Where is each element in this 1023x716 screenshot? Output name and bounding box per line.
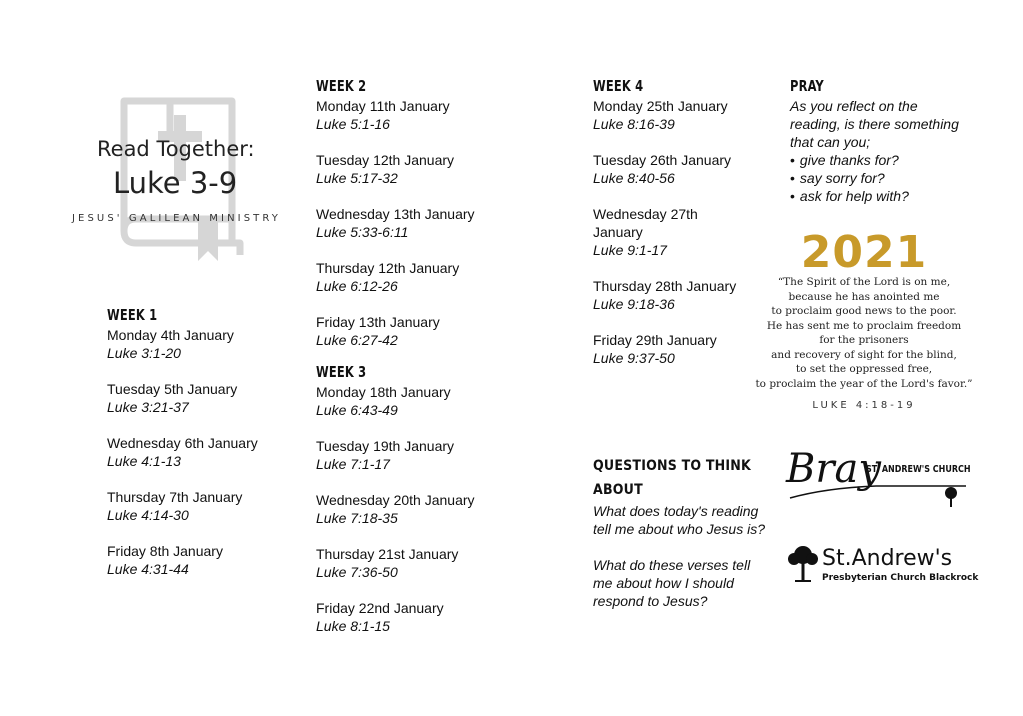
scripture-ref: Luke 8:16-39 bbox=[593, 116, 675, 132]
schedule-entry bbox=[316, 437, 506, 473]
schedule-entry bbox=[593, 151, 743, 187]
questions-heading: QUESTIONS TO THINK ABOUT bbox=[593, 458, 751, 498]
bray-script: Bray bbox=[786, 446, 881, 492]
verse-line: He has sent me to proclaim freedom bbox=[766, 319, 962, 332]
schedule-entry bbox=[316, 599, 506, 635]
day-label: Monday 11th January bbox=[316, 98, 450, 114]
schedule-entry bbox=[316, 259, 506, 295]
subtitle: JESUS' GALILEAN MINISTRY bbox=[72, 213, 281, 224]
scripture-ref: Luke 5:1-16 bbox=[316, 116, 390, 132]
week-2-section bbox=[316, 77, 506, 653]
day-label: Friday 29th January bbox=[593, 332, 717, 348]
tree-icon bbox=[942, 486, 960, 508]
verse-line: and recovery of sight for the blind, bbox=[771, 348, 957, 361]
scripture-ref: Luke 8:1-15 bbox=[316, 618, 390, 634]
pray-list bbox=[790, 151, 960, 205]
verse-line: to proclaim the year of the Lord's favor.” bbox=[755, 377, 973, 390]
schedule-entry bbox=[107, 434, 287, 470]
week-1-section bbox=[107, 306, 287, 596]
standrews-name: St.Andrew's bbox=[822, 546, 953, 571]
week-2-heading: WEEK 2 bbox=[316, 77, 367, 95]
day-label: Tuesday 19th January bbox=[316, 438, 455, 454]
scripture-ref: Luke 7:18-35 bbox=[316, 510, 398, 526]
schedule-entry bbox=[593, 277, 743, 313]
scripture-ref: Luke 7:1-17 bbox=[316, 456, 390, 472]
schedule-entry bbox=[316, 151, 506, 187]
verse-line: because he has anointed me bbox=[788, 290, 940, 303]
pray-intro: As you reflect on the reading, is there something that can you; bbox=[790, 98, 959, 150]
scripture-ref: Luke 6:43-49 bbox=[316, 402, 398, 418]
schedule-entry bbox=[316, 545, 506, 581]
schedule-entry bbox=[593, 205, 743, 259]
bray-logo bbox=[786, 446, 976, 510]
week-4-heading: WEEK 4 bbox=[593, 77, 644, 95]
schedule-entry bbox=[107, 380, 287, 416]
day-label: Wednesday 20th January bbox=[316, 492, 475, 508]
verse-line: to set the oppressed free, bbox=[795, 363, 933, 375]
week-4-section bbox=[593, 77, 743, 385]
scripture-ref: Luke 4:31-44 bbox=[107, 561, 189, 577]
scripture-ref: Luke 6:27-42 bbox=[316, 332, 398, 348]
day-label: Thursday 21st January bbox=[316, 546, 459, 562]
verse-line: for the prisoners bbox=[819, 334, 909, 346]
verse-reference: LUKE 4:18-19 bbox=[812, 400, 916, 411]
pray-item: • give thanks for? bbox=[790, 151, 960, 169]
day-label: Tuesday 12th January bbox=[316, 152, 455, 168]
day-label: Tuesday 26th January bbox=[593, 152, 732, 168]
scripture-ref: Luke 9:37-50 bbox=[593, 350, 675, 366]
question-2: What do these verses tell me about how I should respond to Jesus? bbox=[593, 557, 751, 609]
day-label: Monday 18th January bbox=[316, 384, 451, 400]
day-label: Monday 4th January bbox=[107, 327, 234, 343]
title-line-1: Read Together: bbox=[97, 137, 255, 161]
day-label: Tuesday 5th January bbox=[107, 381, 238, 397]
scripture-ref: Luke 4:1-13 bbox=[107, 453, 181, 469]
tree-icon bbox=[786, 544, 820, 584]
verse-line: to proclaim good news to the poor. bbox=[771, 305, 957, 317]
scripture-ref: Luke 7:36-50 bbox=[316, 564, 398, 580]
questions-section bbox=[593, 454, 768, 610]
scripture-ref: Luke 3:1-20 bbox=[107, 345, 181, 361]
verse-line: “The Spirit of the Lord is on me, bbox=[777, 276, 951, 288]
scripture-ref: Luke 5:33-6:11 bbox=[316, 224, 409, 240]
pray-section bbox=[790, 77, 960, 205]
day-label: Wednesday 13th January bbox=[316, 206, 475, 222]
day-label: Thursday 7th January bbox=[107, 489, 243, 505]
pray-heading: PRAY bbox=[790, 77, 824, 95]
day-label: Wednesday 6th January bbox=[107, 435, 258, 451]
day-label: Friday 22nd January bbox=[316, 600, 444, 616]
year-title: 2021 bbox=[800, 227, 928, 278]
standrews-logo bbox=[786, 544, 979, 588]
schedule-entry bbox=[316, 491, 506, 527]
scripture-ref: Luke 3:21-37 bbox=[107, 399, 189, 415]
schedule-entry bbox=[316, 205, 506, 241]
schedule-entry bbox=[107, 326, 287, 362]
scripture-ref: Luke 9:1-17 bbox=[593, 242, 667, 258]
day-label: Monday 25th January bbox=[593, 98, 728, 114]
scripture-ref: Luke 6:12-26 bbox=[316, 278, 398, 294]
week-3-heading: WEEK 3 bbox=[316, 363, 367, 381]
pray-item: • say sorry for? bbox=[790, 169, 960, 187]
schedule-entry bbox=[593, 331, 743, 367]
day-label: Wednesday 27th January bbox=[593, 206, 698, 240]
question-1: What does today's reading tell me about who Jesus is? bbox=[593, 503, 765, 537]
bray-church-name: ST. ANDREW'S CHURCH bbox=[866, 464, 971, 475]
schedule-entry bbox=[316, 383, 506, 419]
pray-item: • ask for help with? bbox=[790, 187, 960, 205]
verse-block bbox=[750, 227, 978, 411]
scripture-ref: Luke 9:18-36 bbox=[593, 296, 675, 312]
scripture-ref: Luke 4:14-30 bbox=[107, 507, 189, 523]
day-label: Thursday 12th January bbox=[316, 260, 460, 276]
schedule-entry bbox=[107, 542, 287, 578]
scripture-ref: Luke 8:40-56 bbox=[593, 170, 675, 186]
schedule-entry bbox=[593, 97, 743, 133]
scripture-ref: Luke 5:17-32 bbox=[316, 170, 398, 186]
title-line-2: Luke 3-9 bbox=[113, 166, 238, 200]
schedule-entry bbox=[316, 97, 506, 133]
schedule-entry bbox=[316, 313, 506, 349]
day-label: Friday 13th January bbox=[316, 314, 440, 330]
cover-block bbox=[60, 90, 300, 280]
schedule-entry bbox=[107, 488, 287, 524]
day-label: Thursday 28th January bbox=[593, 278, 737, 294]
week-1-heading: WEEK 1 bbox=[107, 306, 158, 324]
standrews-subtitle: Presbyterian Church Blackrock bbox=[822, 573, 979, 583]
day-label: Friday 8th January bbox=[107, 543, 223, 559]
verse-text bbox=[750, 275, 978, 391]
